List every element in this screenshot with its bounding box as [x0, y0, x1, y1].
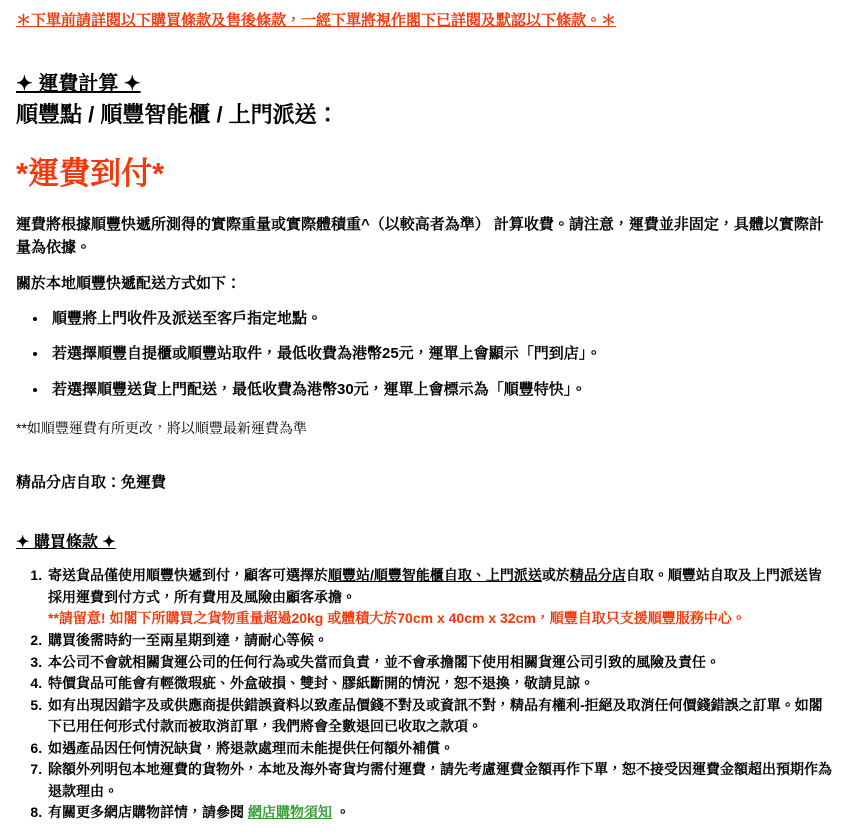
store-pickup-note: 精品分店自取：免運費	[16, 474, 167, 492]
term-1-text: 或於	[541, 567, 570, 584]
purchase-terms-list	[16, 565, 833, 824]
term-1-text: 自取。順豐站自取及上門派送皆採用運費到付方式，所有費用及風險由顧客承擔。	[48, 567, 822, 605]
weight-limit-warning: **請留意! 如閣下所購買之貨物重量超過20kg 或體積大於70cm x 40cm x 32cm，順豐自取只支援順豐服務中心。	[48, 610, 746, 627]
term-8-text: 。	[331, 804, 350, 821]
term-item-4: 4. 特價貨品可能會有輕微瑕疵、外盒破損、雙封、膠紙斷開的情況，恕不退換，敬請見諒。	[46, 673, 833, 695]
term-item-2: 2. 購買後需時約一至兩星期到達，請耐心等候。	[46, 630, 833, 652]
term-item-8	[46, 802, 833, 824]
purchase-terms-heading: ✦ 購買條款 ✦	[16, 534, 116, 552]
delivery-methods-list	[16, 308, 833, 401]
shipping-methods-subheading: 順豐點 / 順豐智能櫃 / 上門派送：	[16, 102, 339, 127]
freight-collect-heading: *運費到付*	[16, 155, 165, 191]
term-1-text: 寄送貨品僅使用順豐快遞到付，顧客可選擇於	[48, 567, 328, 584]
term-1-underlined-store: 精品分店	[569, 567, 626, 584]
term-item-6: 6. 如遇產品因任何情況缺貨，將退款處理而未能提供任何額外補償。	[46, 738, 833, 760]
delivery-method-item: • 若選擇順豐送貨上門配送，最低收費為港幣30元，運單上會標示為「順豐特快」。	[48, 379, 833, 401]
term-item-1	[46, 565, 833, 630]
term-8-text: 有關更多網店購物詳情，請參閱	[48, 804, 248, 821]
delivery-methods-intro: 關於本地順豐快遞配送方式如下：	[16, 275, 242, 293]
pre-order-notice: ＊下單前請詳閱以下購買條款及售後條款，一經下單將視作閣下已詳閱及默認以下條款。＊	[16, 12, 617, 29]
fee-change-note: **如順豐運費有所更改，將以順豐最新運費為準	[16, 419, 307, 436]
term-1-underlined-methods: 順豐站/順豐智能櫃自取、上門派送	[328, 567, 542, 584]
delivery-method-item: • 順豐將上門收件及派送至客戶指定地點。	[48, 308, 833, 330]
term-item-5: 5. 如有出現因錯字及或供應商提供錯誤資料以致產品價錢不對及或資訊不對，精品有權利-拒絕及取消任何價錢錯誤之訂單。如閣下已用任何形式付款而被取消訂單，我們將會全數退回已收取之款項。	[46, 695, 833, 738]
delivery-method-item: • 若選擇順豐自提櫃或順豐站取件，最低收費為港幣25元，運單上會顯示「門到店」。	[48, 343, 833, 365]
freight-basis-paragraph: 運費將根據順豐快遞所測得的實際重量或實際體積重^（以較高者為準） 計算收費。請注意，運費並非固定，具體以實際計量為依據。	[16, 215, 824, 257]
term-item-3: 3. 本公司不會就相關貨運公司的任何行為或失當而負責，並不會承擔閣下使用相關貨運公司引致的風險及責任。	[46, 652, 833, 674]
shipping-calc-heading: ✦ 運費計算 ✦	[16, 73, 141, 95]
store-shopping-guide-link[interactable]: 網店購物須知	[247, 804, 332, 821]
term-item-7: 7. 除額外列明包本地運費的貨物外，本地及海外寄貨均需付運費，請先考慮運費金額再作下單，恕不接受因運費金額超出預期作為退款理由。	[46, 759, 833, 802]
